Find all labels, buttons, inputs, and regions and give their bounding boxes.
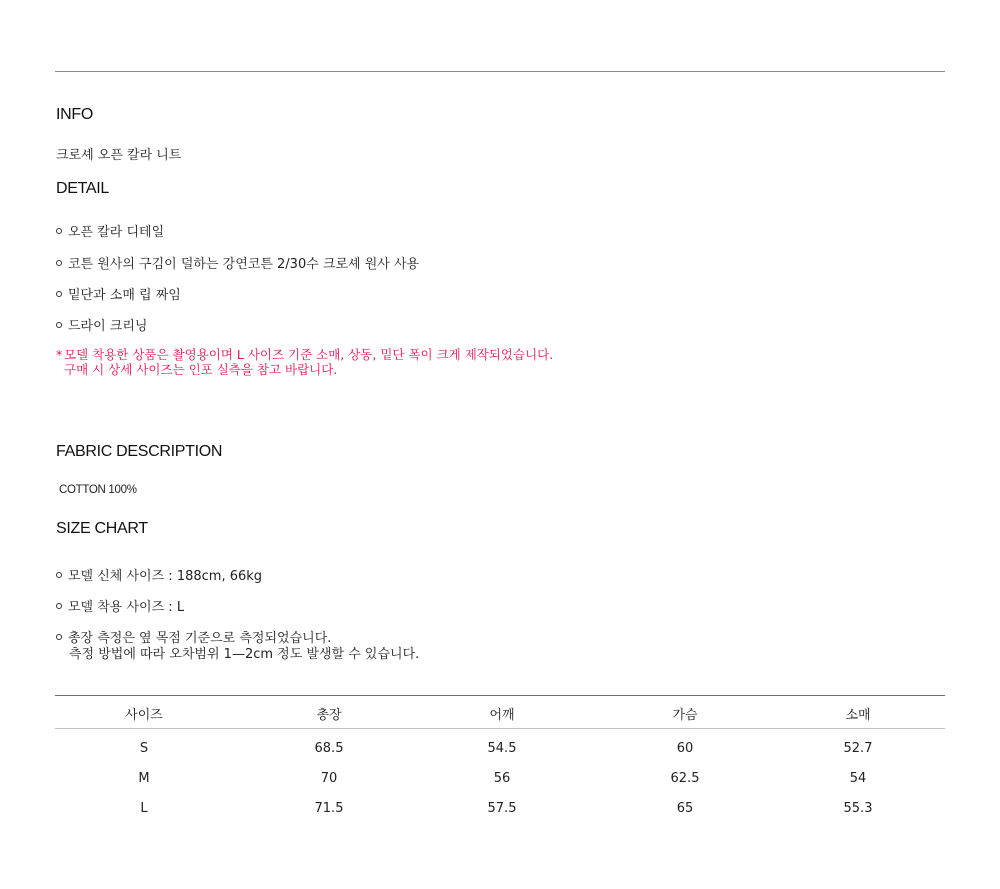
table-cell: 57.5 <box>487 801 517 816</box>
table-header-length: 총장 <box>316 708 342 723</box>
detail-item: 드라이 크리닝 <box>56 315 147 334</box>
table-header-sleeve: 소매 <box>845 708 871 723</box>
measure-note-2: 측정 방법에 따라 오차범위 1—2cm 정도 발생할 수 있습니다. <box>69 647 420 662</box>
model-wear-size: 모델 착용 사이즈 : L <box>56 596 184 615</box>
bullet-circle-icon <box>56 260 62 266</box>
table-cell: S <box>139 741 149 756</box>
table-header-rule <box>55 728 945 729</box>
info-heading: INFO <box>56 106 94 123</box>
measure-note-1: 총장 측정은 옆 목점 기준으로 측정되었습니다. <box>56 627 331 646</box>
table-cell: 54 <box>849 771 867 786</box>
asterisk-mark: * <box>56 347 63 362</box>
fit-notice-line-1: * 모델 착용한 상품은 촬영용이며 L 사이즈 기준 소매, 상동, 밑단 폭이 크게 제작되었습니다. <box>56 347 554 362</box>
table-header-chest: 가슴 <box>672 708 698 723</box>
bullet-circle-icon <box>56 228 62 234</box>
bullet-circle-icon <box>56 603 62 609</box>
table-header-size: 사이즈 <box>125 708 163 723</box>
size-chart-heading: SIZE CHART <box>56 520 148 537</box>
table-cell: 55.3 <box>843 801 873 816</box>
table-cell: 68.5 <box>314 741 344 756</box>
bullet-circle-icon <box>56 291 62 297</box>
detail-item: 코튼 원사의 구김이 덜하는 강연코튼 2/30수 크로셰 원사 사용 <box>56 253 419 272</box>
table-cell: 56 <box>493 771 511 786</box>
table-cell: 60 <box>676 741 694 756</box>
fit-notice <box>56 347 553 377</box>
table-cell: 71.5 <box>314 801 344 816</box>
product-name: 크로셰 오픈 칼라 니트 <box>56 148 182 163</box>
table-header-shoulder: 어깨 <box>489 708 515 723</box>
bullet-circle-icon <box>56 572 62 578</box>
fabric-heading: FABRIC DESCRIPTION <box>56 443 223 460</box>
table-cell: 62.5 <box>670 771 700 786</box>
table-cell: 70 <box>320 771 338 786</box>
detail-heading: DETAIL <box>56 180 110 197</box>
table-cell: 52.7 <box>843 741 873 756</box>
bullet-circle-icon <box>56 634 62 640</box>
table-cell: M <box>138 771 150 786</box>
detail-item: 밑단과 소매 립 짜임 <box>56 284 181 303</box>
fit-notice-line-2: 구매 시 상세 사이즈는 인포 실측을 참고 바랍니다. <box>64 362 338 377</box>
table-cell: 65 <box>676 801 694 816</box>
table-cell: L <box>140 801 148 816</box>
model-body-size: 모델 신체 사이즈 : 188cm, 66kg <box>56 565 262 584</box>
fabric-value: COTTON 100% <box>59 484 137 496</box>
table-cell: 54.5 <box>487 741 517 756</box>
top-divider <box>55 71 945 72</box>
detail-item: 오픈 칼라 디테일 <box>56 221 164 240</box>
table-top-rule <box>55 695 945 696</box>
bullet-circle-icon <box>56 322 62 328</box>
